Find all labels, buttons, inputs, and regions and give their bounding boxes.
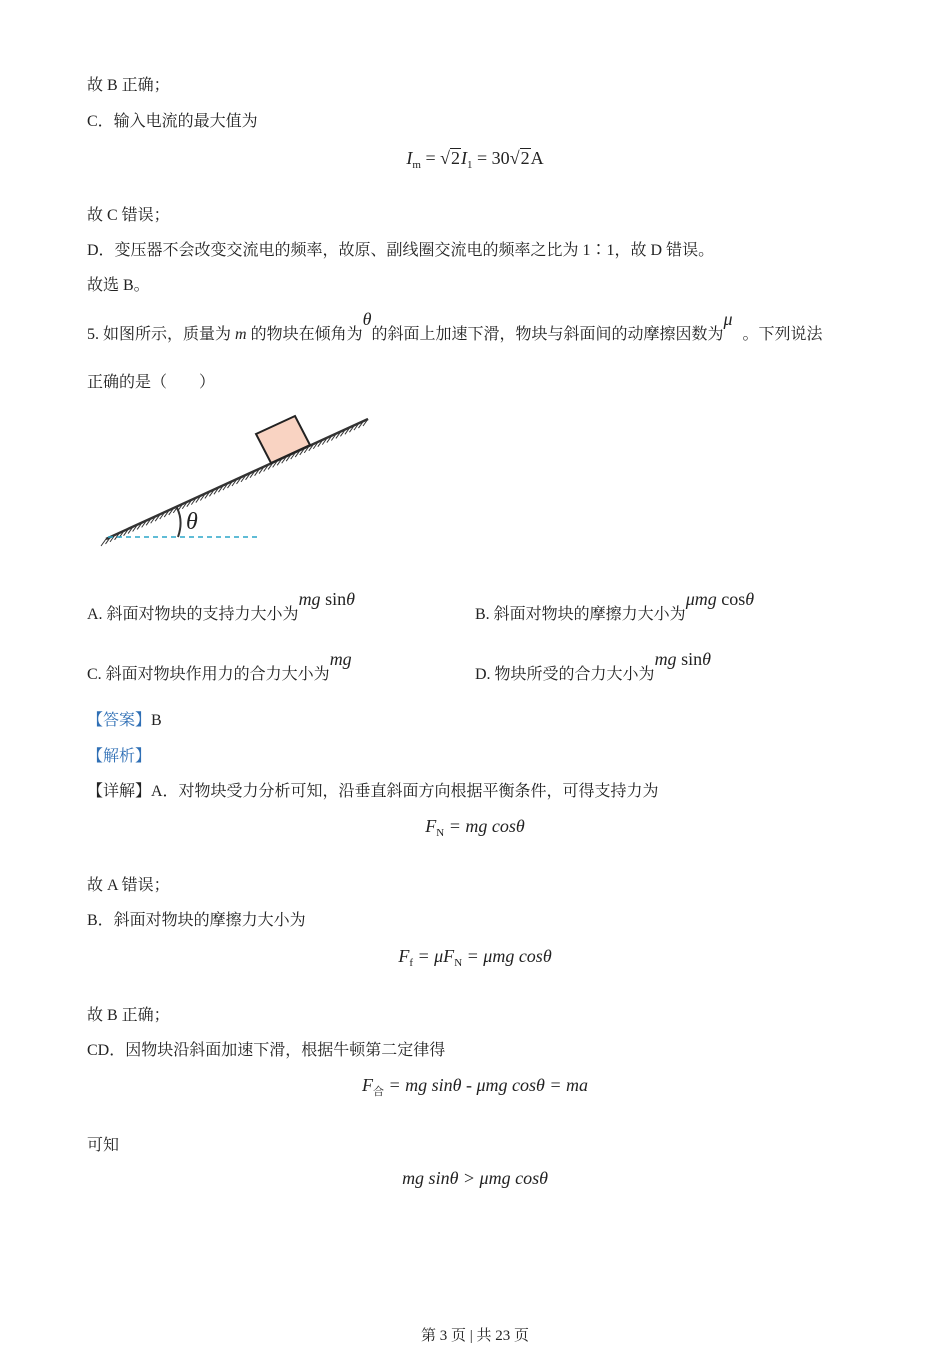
question-5-stem: 5. 如图所示，质量为 m 的物块在倾角为θ的斜面上加速下滑，物块与斜面间的动摩擦因数为μ。下列说法: [87, 309, 823, 343]
answer-value: B: [151, 712, 162, 729]
equation-normal-force: $F_N$ = mg cosθ: [425, 816, 525, 839]
detail-line: 可知: [87, 1137, 120, 1154]
option-c[interactable]: C. 斜面对物块作用力的合力大小为mg: [87, 649, 352, 683]
text-line: C．输入电流的最大值为: [87, 113, 258, 130]
equation-newton: $F_合$ = mg sinθ - μmg cosθ = ma: [361, 1075, 588, 1098]
symbol-m: m: [235, 326, 247, 343]
page-footer: 第 3 页 | 共 23 页: [420, 1328, 529, 1344]
eq-subscript: m: [412, 159, 421, 171]
symbol-theta: θ: [362, 309, 372, 329]
option-d-math: mg sinθ: [654, 649, 711, 669]
equation-current-max: $I_m = √2I_1 = 30√2A$: [406, 148, 544, 171]
option-a[interactable]: A. 斜面对物块的支持力大小为mg sinθ: [87, 589, 355, 623]
option-a-math: mg sinθ: [298, 589, 355, 609]
equation-inequality: mg sinθ > μmg cosθ: [402, 1168, 548, 1188]
text-line: 故 C 错误；: [87, 207, 170, 224]
answer-tag: 【答案】: [87, 712, 152, 729]
option-b[interactable]: B. 斜面对物块的摩擦力大小为μmg cosθ: [475, 589, 755, 623]
angle-arc: [176, 506, 181, 537]
angle-label: θ: [186, 509, 198, 535]
eq-subscript: 1: [467, 159, 473, 171]
detail-line: CD．因物块沿斜面加速下滑，根据牛顿第二定律得: [87, 1042, 446, 1059]
hatch-mark: [101, 539, 106, 546]
detail-line: 故 A 错误；: [87, 877, 170, 894]
equation-friction: $F_f = \mu F_N = \mu mg$ cosθ: [398, 946, 552, 969]
eq-symbol: I: [461, 148, 468, 168]
option-c-math: mg: [329, 649, 352, 669]
text-line: 故 B 正确；: [87, 77, 170, 94]
answer-line: [87, 711, 162, 731]
eq-equals: = 30: [472, 148, 510, 168]
text-line: 正确的是（ ）: [87, 374, 216, 391]
detail-line: 【详解】A．对物块受力分析可知，沿垂直斜面方向根据平衡条件，可得支持力为: [87, 783, 659, 800]
option-b-math: μmg cosθ: [685, 589, 755, 609]
text-line: 故选 B。: [87, 277, 150, 294]
incline-figure: [98, 408, 378, 548]
analysis-tag: 【解析】: [87, 748, 152, 765]
symbol-mu: μ: [723, 309, 733, 329]
text-line: D．变压器不会改变交流电的频率，故原、副线圈交流电的频率之比为 1∶1，故 D 错误。: [87, 242, 715, 259]
detail-line: 故 B 正确；: [87, 1007, 170, 1024]
eq-root: 2: [451, 148, 461, 168]
eq-symbol: I: [406, 148, 413, 168]
block: [256, 416, 310, 463]
eq-root: 2: [520, 148, 530, 168]
eq-unit: A: [530, 148, 544, 168]
option-d[interactable]: D. 物块所受的合力大小为mg sinθ: [475, 649, 711, 683]
eq-equals: =: [420, 148, 441, 168]
detail-line: B．斜面对物块的摩擦力大小为: [87, 912, 306, 929]
